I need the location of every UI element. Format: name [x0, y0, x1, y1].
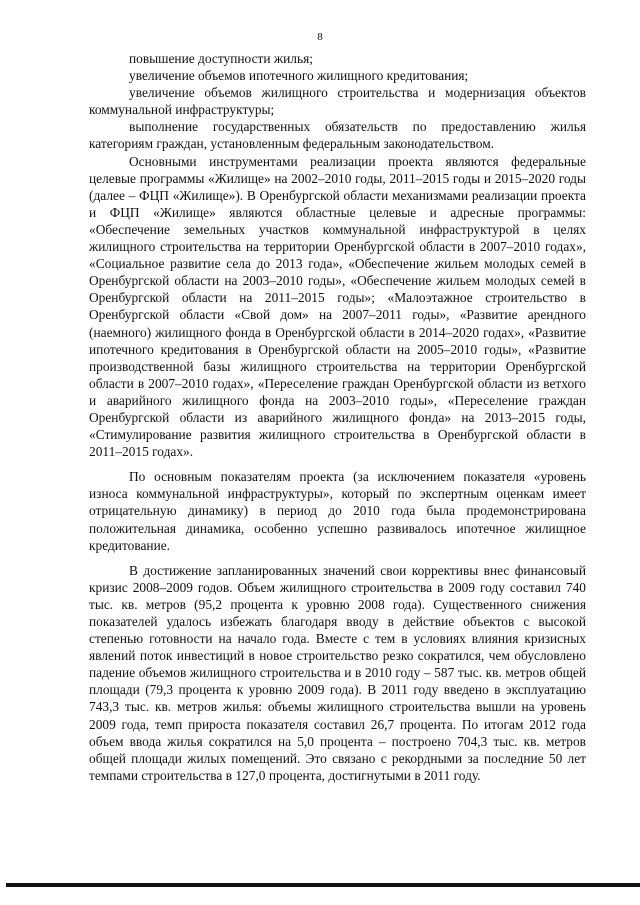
document-body — [89, 50, 586, 784]
list-item-state-obligations: выполнение государственных обязательств по предоставлению жилья категориям граждан, установленным федеральным законодательством. — [89, 119, 586, 152]
list-item-housing-construction: увеличение объемов жилищного строительства и модернизация объектов коммунальной инфраструктуры; — [89, 85, 586, 118]
paragraph-financial-crisis: В достижение запланированных значений свои коррективы внес финансовый кризис 2008–2009 годов. Объем жилищного строительства в 2009 году составил 740 тыс. кв. метров (95,2 процента к уровню 2008 года). Существенного снижения показателей удалось избежать благодаря вводу в действие объектов с высокой степенью готовности на начало года. Вместе с тем в условиях влияния кризисных явлений поток инвестиций в новое строительство резко сократился, чем обусловлено падение объемов жилищного строительства и в 2010 году – 587 тыс. кв. метров общей площади (79,3 процента к уровню 2009 года). В 2011 году введено в эксплуатацию 743,3 тыс. кв. метров жилья: объемы жилищного строительства вышли на уровень 2009 года, темп прироста показателя составил 26,7 процента. По итогам 2012 года объем ввода жилья сократился на 5,0 процента – построено 704,3 тыс. кв. метров общей площади жилых помещений. Это связано с рекордными за последние 50 лет темпами строительства в 127,0 процента, достигнутыми в 2011 году. — [89, 562, 586, 783]
list-item-mortgage-lending: увеличение объемов ипотечного жилищного кредитования; — [129, 68, 469, 84]
paragraph-project-indicators: По основным показателям проекта (за исключением показателя «уровень износа коммунальной инфраструктуры», который по экспертным оценкам имеет отрицательную динамику) в период до 2010 года была продемонстрирована положительная динамика, особенно успешно развивалось ипотечное жилищное кредитование. — [89, 469, 586, 553]
page-number: 8 — [317, 31, 323, 43]
bottom-scan-border — [6, 883, 640, 887]
list-item-housing-affordability: повышение доступности жилья; — [129, 51, 313, 66]
paragraph-implementation-tools: Основными инструментами реализации проекта являются федеральные целевые программы «Жилище» на 2002–2010 годы, 2011–2015 годы и 2015–2020 годы (далее – ФЦП «Жилище»). В Оренбургской области механизмами реализации проекта и ФЦП «Жилище» являются областные целевые и адресные программы: «Обеспечение земельных участков коммунальной инфраструктурой в целях жилищного строительства на территории Оренбургской области в 2007–2010 годах», «Социальное развитие села до 2013 года», «Обеспечение жильем молодых семей в Оренбургской области на 2003–2010 годы», «Обеспечение жильем молодых семей в Оренбургской области на 2011–2015 годы»; «Малоэтажное строительство в Оренбургской области «Свой дом» на 2007–2011 годы», «Развитие арендного (наемного) жилищного фонда в Оренбургской области в 2014–2020 годах», «Развитие ипотечного кредитования в Оренбургской области на 2005–2010 годы», «Развитие производственной базы жилищного строительства на территории Оренбургской области в 2007–2010 годах», «Переселение граждан Оренбургской области из ветхого и аварийного жилищного фонда на 2003–2010 годы», «Переселение граждан Оренбургской области из аварийного жилищного фонда» на 2013–2015 годы, «Стимулирование развития жилищного строительства в Оренбургской области в 2011–2015 годах». — [89, 153, 586, 460]
